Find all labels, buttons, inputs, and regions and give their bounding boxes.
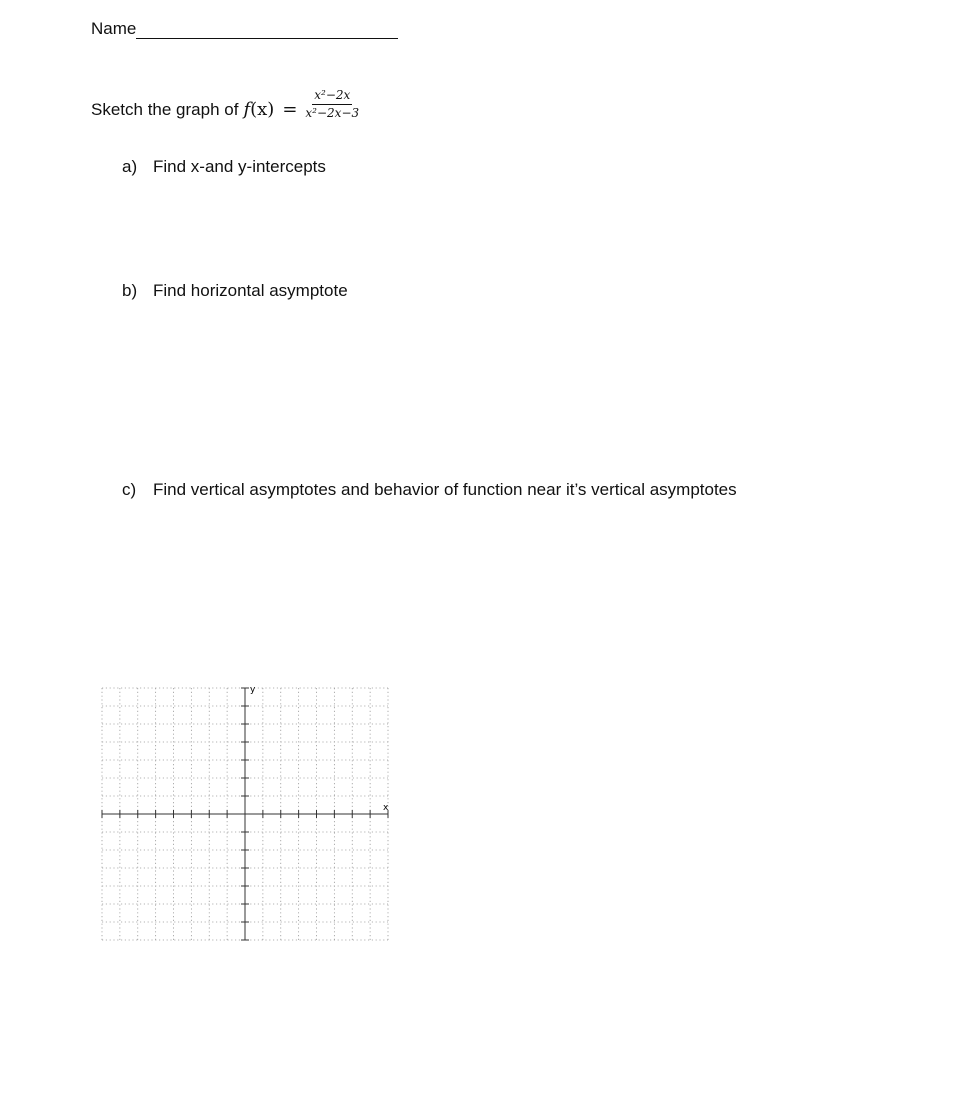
part-label: a) bbox=[122, 157, 138, 176]
y-axis-label: y bbox=[250, 685, 256, 695]
coordinate-grid bbox=[100, 684, 392, 946]
part-text: Find x-and y-intercepts bbox=[153, 157, 326, 176]
fraction-denominator: x²−2x−3 bbox=[305, 106, 360, 121]
part-text: Find vertical asymptotes and behavior of function near it’s vertical asymptotes bbox=[153, 480, 737, 499]
rational-fraction bbox=[305, 88, 360, 121]
problem-prompt bbox=[91, 88, 360, 121]
part-label: c) bbox=[122, 480, 137, 499]
part-text: Find horizontal asymptote bbox=[153, 281, 348, 300]
question-part-c bbox=[122, 480, 737, 500]
question-part-a bbox=[122, 157, 326, 177]
name-field[interactable] bbox=[91, 19, 398, 39]
function-name: f bbox=[243, 99, 251, 121]
name-label: Name bbox=[91, 19, 137, 38]
name-blank-line[interactable] bbox=[136, 20, 398, 39]
function-notation bbox=[243, 99, 274, 120]
prompt-text: Sketch the graph of bbox=[91, 99, 239, 119]
coordinate-grid-svg bbox=[100, 684, 392, 946]
x-axis-label: x bbox=[383, 803, 389, 813]
equals-sign: = bbox=[282, 99, 298, 121]
fraction-numerator: x²−2x bbox=[312, 89, 352, 105]
function-arg: (x) bbox=[250, 99, 275, 121]
part-label: b) bbox=[122, 281, 138, 300]
question-part-b bbox=[122, 281, 348, 301]
